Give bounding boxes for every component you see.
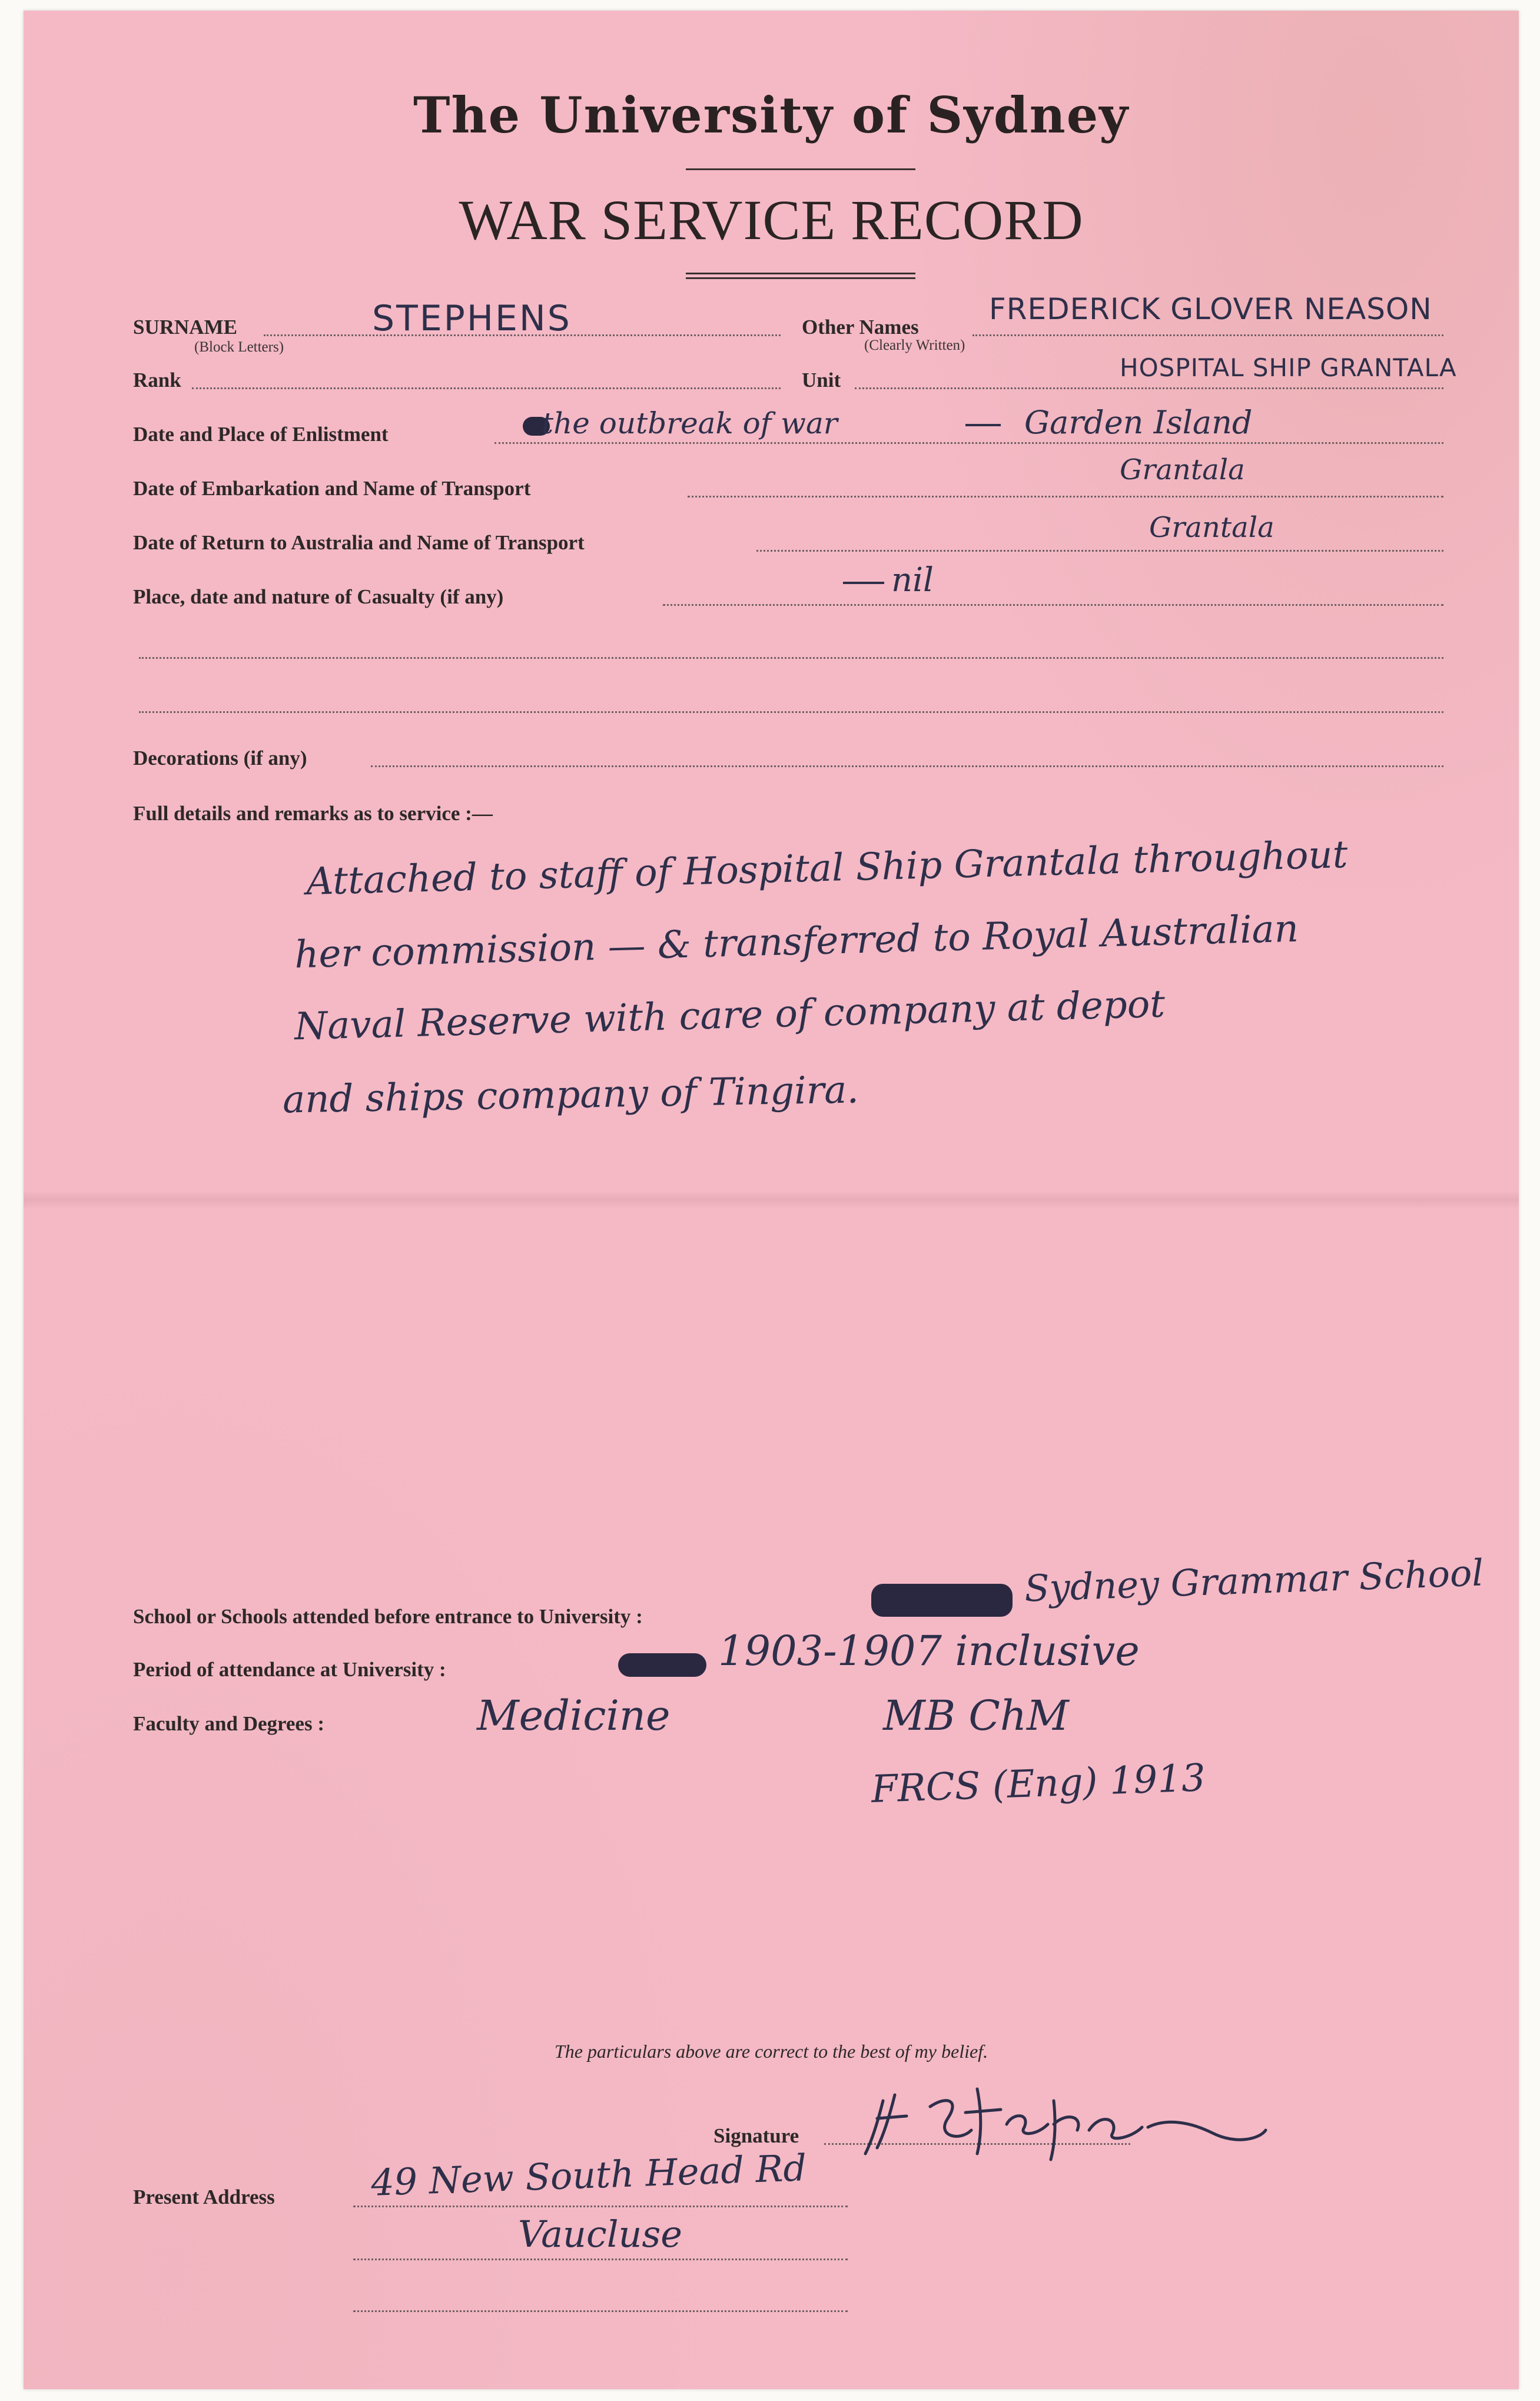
- address-line-3: [353, 2310, 848, 2312]
- return-value: Grantala: [1149, 511, 1275, 544]
- university-heading: The University of Sydney: [413, 86, 1129, 144]
- school-label: School or Schools attended before entrance to University :: [133, 1605, 643, 1628]
- crossed-out-school-word: [871, 1584, 1013, 1617]
- remarks-line-1: Attached to staff of Hospital Ship Grantala throughout: [306, 833, 1349, 904]
- address-line-2-value: Vaucluse: [518, 2213, 682, 2256]
- form-title: WAR SERVICE RECORD: [459, 188, 1084, 251]
- signature-image: [859, 2077, 1272, 2165]
- crossed-out-period-word: [618, 1653, 706, 1677]
- rank-label: Rank: [133, 369, 181, 392]
- unit-value: HOSPITAL SHIP GRANTALA: [1120, 353, 1457, 382]
- surname-hint: (Block Letters): [194, 339, 284, 355]
- remarks-line-2: her commission — & transferred to Royal Australian: [294, 907, 1299, 977]
- enlistment-label: Date and Place of Enlistment: [133, 423, 389, 446]
- casualty-extra-line-1: [139, 657, 1443, 659]
- other-names-label: Other Names: [802, 316, 919, 339]
- degree-1: MB ChM: [883, 1692, 1069, 1740]
- other-names-value: FREDERICK GLOVER NEASON: [989, 292, 1432, 326]
- return-label: Date of Return to Australia and Name of Transport: [133, 531, 585, 554]
- title-rule-bottom: [686, 277, 915, 279]
- enlistment-place-value: Garden Island: [965, 404, 1252, 441]
- return-line: [756, 550, 1443, 552]
- address-line-1-value: 49 New South Head Rd: [370, 2146, 808, 2204]
- address-label: Present Address: [133, 2186, 275, 2208]
- decorations-line: [371, 765, 1443, 767]
- title-rule-top: [686, 273, 915, 274]
- degree-2: FRCS (Eng) 1913: [870, 1756, 1206, 1812]
- enlistment-date-value: the outbreak of war: [542, 406, 838, 440]
- embarkation-label: Date of Embarkation and Name of Transport: [133, 477, 531, 500]
- declaration-text: The particulars above are correct to the best of my belief.: [554, 2041, 988, 2062]
- casualty-extra-line-2: [139, 711, 1443, 713]
- rank-line: [192, 387, 781, 389]
- period-value: 1903-1907 inclusive: [718, 1627, 1140, 1675]
- surname-label: SURNAME: [133, 316, 237, 339]
- address-line-2: [353, 2259, 848, 2260]
- faculty-label: Faculty and Degrees :: [133, 1712, 324, 1735]
- remarks-line-4: and ships company of Tingira.: [282, 1068, 859, 1122]
- remarks-line-3: Naval Reserve with care of company at depot: [294, 982, 1166, 1049]
- casualty-value: nil: [843, 561, 934, 599]
- signature-label: Signature: [713, 2124, 799, 2147]
- enlistment-line: [494, 442, 1443, 444]
- war-service-record-form: [24, 11, 1519, 2389]
- other-names-line: [973, 334, 1443, 336]
- unit-label: Unit: [802, 369, 841, 392]
- embarkation-line: [688, 496, 1443, 498]
- surname-value: STEPHENS: [372, 298, 572, 339]
- other-names-hint: (Clearly Written): [864, 337, 965, 353]
- period-label: Period of attendance at University :: [133, 1658, 446, 1681]
- unit-line: [855, 387, 1443, 389]
- heading-rule: [686, 168, 915, 170]
- embarkation-value: Grantala: [1120, 453, 1245, 486]
- school-value: Sydney Grammar School: [1023, 1551, 1485, 1610]
- decorations-label: Decorations (if any): [133, 747, 307, 770]
- faculty-value: Medicine: [477, 1692, 671, 1740]
- casualty-line: [663, 604, 1443, 606]
- address-line-1: [353, 2206, 848, 2207]
- remarks-label: Full details and remarks as to service :—: [133, 802, 493, 825]
- casualty-label: Place, date and nature of Casualty (if any): [133, 585, 504, 608]
